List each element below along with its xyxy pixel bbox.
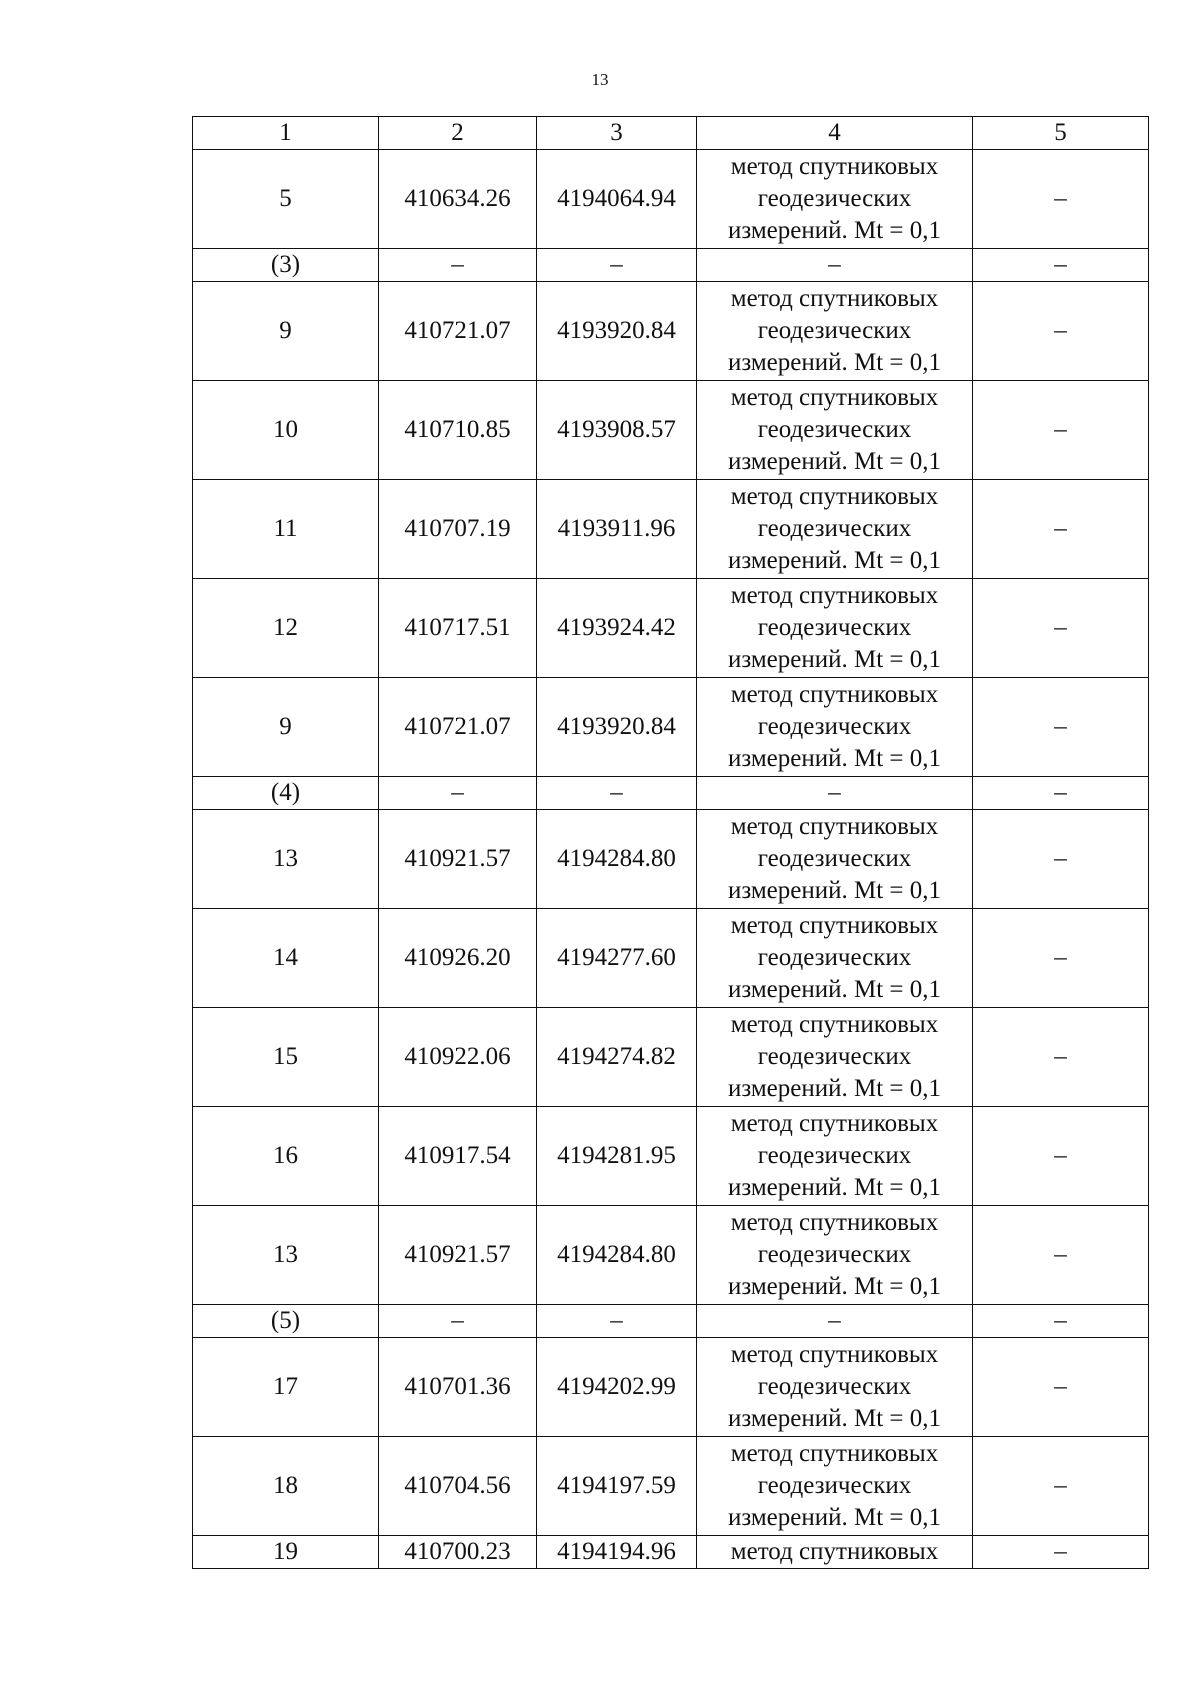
point-number-cell: 15 — [193, 1008, 379, 1107]
x-coordinate-cell: 410926.20 — [379, 909, 537, 1008]
x-coordinate-cell: 410721.07 — [379, 282, 537, 381]
point-number-cell: (3) — [193, 249, 379, 282]
y-coordinate-cell: 4194277.60 — [537, 909, 697, 1008]
x-coordinate-cell: – — [379, 249, 537, 282]
table-row — [193, 480, 1149, 579]
y-coordinate-cell: 4193911.96 — [537, 480, 697, 579]
table-row — [193, 381, 1149, 480]
x-coordinate-cell: 410704.56 — [379, 1437, 537, 1536]
table-row — [193, 1437, 1149, 1536]
y-coordinate-cell: 4194197.59 — [537, 1437, 697, 1536]
table-row — [193, 1536, 1149, 1569]
point-number-cell: 16 — [193, 1107, 379, 1206]
x-coordinate-cell: – — [379, 1305, 537, 1338]
table-header-row — [193, 117, 1149, 150]
table-row — [193, 810, 1149, 909]
column-header: 3 — [537, 117, 697, 150]
table-row — [193, 1338, 1149, 1437]
point-number-cell: 13 — [193, 810, 379, 909]
point-number-cell: 12 — [193, 579, 379, 678]
method-cell: метод спутниковых геодезических измерений. Mt = 0,1 — [697, 1107, 973, 1206]
note-cell: – — [973, 579, 1149, 678]
coordinates-table — [192, 116, 1149, 1569]
point-number-cell: (4) — [193, 777, 379, 810]
coordinates-table-container — [192, 116, 1148, 1569]
x-coordinate-cell: 410710.85 — [379, 381, 537, 480]
note-cell: – — [973, 249, 1149, 282]
note-cell: – — [973, 909, 1149, 1008]
point-number-cell: 13 — [193, 1206, 379, 1305]
table-row — [193, 909, 1149, 1008]
note-cell: – — [973, 1536, 1149, 1569]
x-coordinate-cell: 410634.26 — [379, 150, 537, 249]
table-row — [193, 150, 1149, 249]
y-coordinate-cell: 4194284.80 — [537, 810, 697, 909]
x-coordinate-cell: 410707.19 — [379, 480, 537, 579]
table-row — [193, 579, 1149, 678]
y-coordinate-cell: 4194284.80 — [537, 1206, 697, 1305]
note-cell: – — [973, 381, 1149, 480]
x-coordinate-cell: 410917.54 — [379, 1107, 537, 1206]
y-coordinate-cell: 4193908.57 — [537, 381, 697, 480]
note-cell: – — [973, 678, 1149, 777]
point-number-cell: 14 — [193, 909, 379, 1008]
method-cell: метод спутниковых геодезических измерений. Mt = 0,1 — [697, 150, 973, 249]
y-coordinate-cell: 4193924.42 — [537, 579, 697, 678]
y-coordinate-cell: – — [537, 1305, 697, 1338]
point-number-cell: 19 — [193, 1536, 379, 1569]
x-coordinate-cell: 410700.23 — [379, 1536, 537, 1569]
note-cell: – — [973, 1206, 1149, 1305]
point-number-cell: (5) — [193, 1305, 379, 1338]
x-coordinate-cell: 410921.57 — [379, 810, 537, 909]
method-cell: метод спутниковых геодезических измерений. Mt = 0,1 — [697, 1338, 973, 1437]
column-header: 4 — [697, 117, 973, 150]
table-row — [193, 1008, 1149, 1107]
y-coordinate-cell: 4194194.96 — [537, 1536, 697, 1569]
method-cell: метод спутниковых геодезических измерений. Mt = 0,1 — [697, 480, 973, 579]
note-cell: – — [973, 480, 1149, 579]
note-cell: – — [973, 810, 1149, 909]
method-cell: – — [697, 249, 973, 282]
method-cell: метод спутниковых геодезических измерений. Mt = 0,1 — [697, 1437, 973, 1536]
table-row — [193, 678, 1149, 777]
y-coordinate-cell: 4193920.84 — [537, 282, 697, 381]
point-number-cell: 11 — [193, 480, 379, 579]
column-header: 5 — [973, 117, 1149, 150]
x-coordinate-cell: 410701.36 — [379, 1338, 537, 1437]
page-number: 13 — [591, 70, 609, 89]
method-cell: – — [697, 1305, 973, 1338]
x-coordinate-cell: 410717.51 — [379, 579, 537, 678]
note-cell: – — [973, 777, 1149, 810]
note-cell: – — [973, 1107, 1149, 1206]
point-number-cell: 9 — [193, 282, 379, 381]
column-header: 2 — [379, 117, 537, 150]
table-body — [193, 150, 1149, 1569]
table-row — [193, 282, 1149, 381]
contour-row — [193, 777, 1149, 810]
y-coordinate-cell: 4194064.94 — [537, 150, 697, 249]
point-number-cell: 18 — [193, 1437, 379, 1536]
method-cell: метод спутниковых геодезических измерений. Mt = 0,1 — [697, 810, 973, 909]
x-coordinate-cell: 410921.57 — [379, 1206, 537, 1305]
table-row — [193, 1206, 1149, 1305]
x-coordinate-cell: – — [379, 777, 537, 810]
table-row — [193, 1107, 1149, 1206]
method-cell: метод спутниковых геодезических измерений. Mt = 0,1 — [697, 381, 973, 480]
x-coordinate-cell: 410922.06 — [379, 1008, 537, 1107]
point-number-cell: 9 — [193, 678, 379, 777]
method-cell: метод спутниковых геодезических измерений. Mt = 0,1 — [697, 579, 973, 678]
note-cell: – — [973, 1008, 1149, 1107]
point-number-cell: 17 — [193, 1338, 379, 1437]
y-coordinate-cell: 4194281.95 — [537, 1107, 697, 1206]
method-cell: – — [697, 777, 973, 810]
y-coordinate-cell: – — [537, 777, 697, 810]
method-cell: метод спутниковых геодезических измерений. Mt = 0,1 — [697, 282, 973, 381]
y-coordinate-cell: 4194202.99 — [537, 1338, 697, 1437]
note-cell: – — [973, 1305, 1149, 1338]
method-cell: метод спутниковых геодезических измерений. Mt = 0,1 — [697, 1206, 973, 1305]
method-cell: метод спутниковых геодезических измерений. Mt = 0,1 — [697, 909, 973, 1008]
note-cell: – — [973, 1437, 1149, 1536]
method-cell: метод спутниковых — [697, 1536, 973, 1569]
contour-row — [193, 1305, 1149, 1338]
y-coordinate-cell: – — [537, 249, 697, 282]
x-coordinate-cell: 410721.07 — [379, 678, 537, 777]
y-coordinate-cell: 4194274.82 — [537, 1008, 697, 1107]
point-number-cell: 10 — [193, 381, 379, 480]
column-header: 1 — [193, 117, 379, 150]
method-cell: метод спутниковых геодезических измерений. Mt = 0,1 — [697, 678, 973, 777]
contour-row — [193, 249, 1149, 282]
method-cell: метод спутниковых геодезических измерений. Mt = 0,1 — [697, 1008, 973, 1107]
point-number-cell: 5 — [193, 150, 379, 249]
y-coordinate-cell: 4193920.84 — [537, 678, 697, 777]
note-cell: – — [973, 150, 1149, 249]
note-cell: – — [973, 282, 1149, 381]
note-cell: – — [973, 1338, 1149, 1437]
